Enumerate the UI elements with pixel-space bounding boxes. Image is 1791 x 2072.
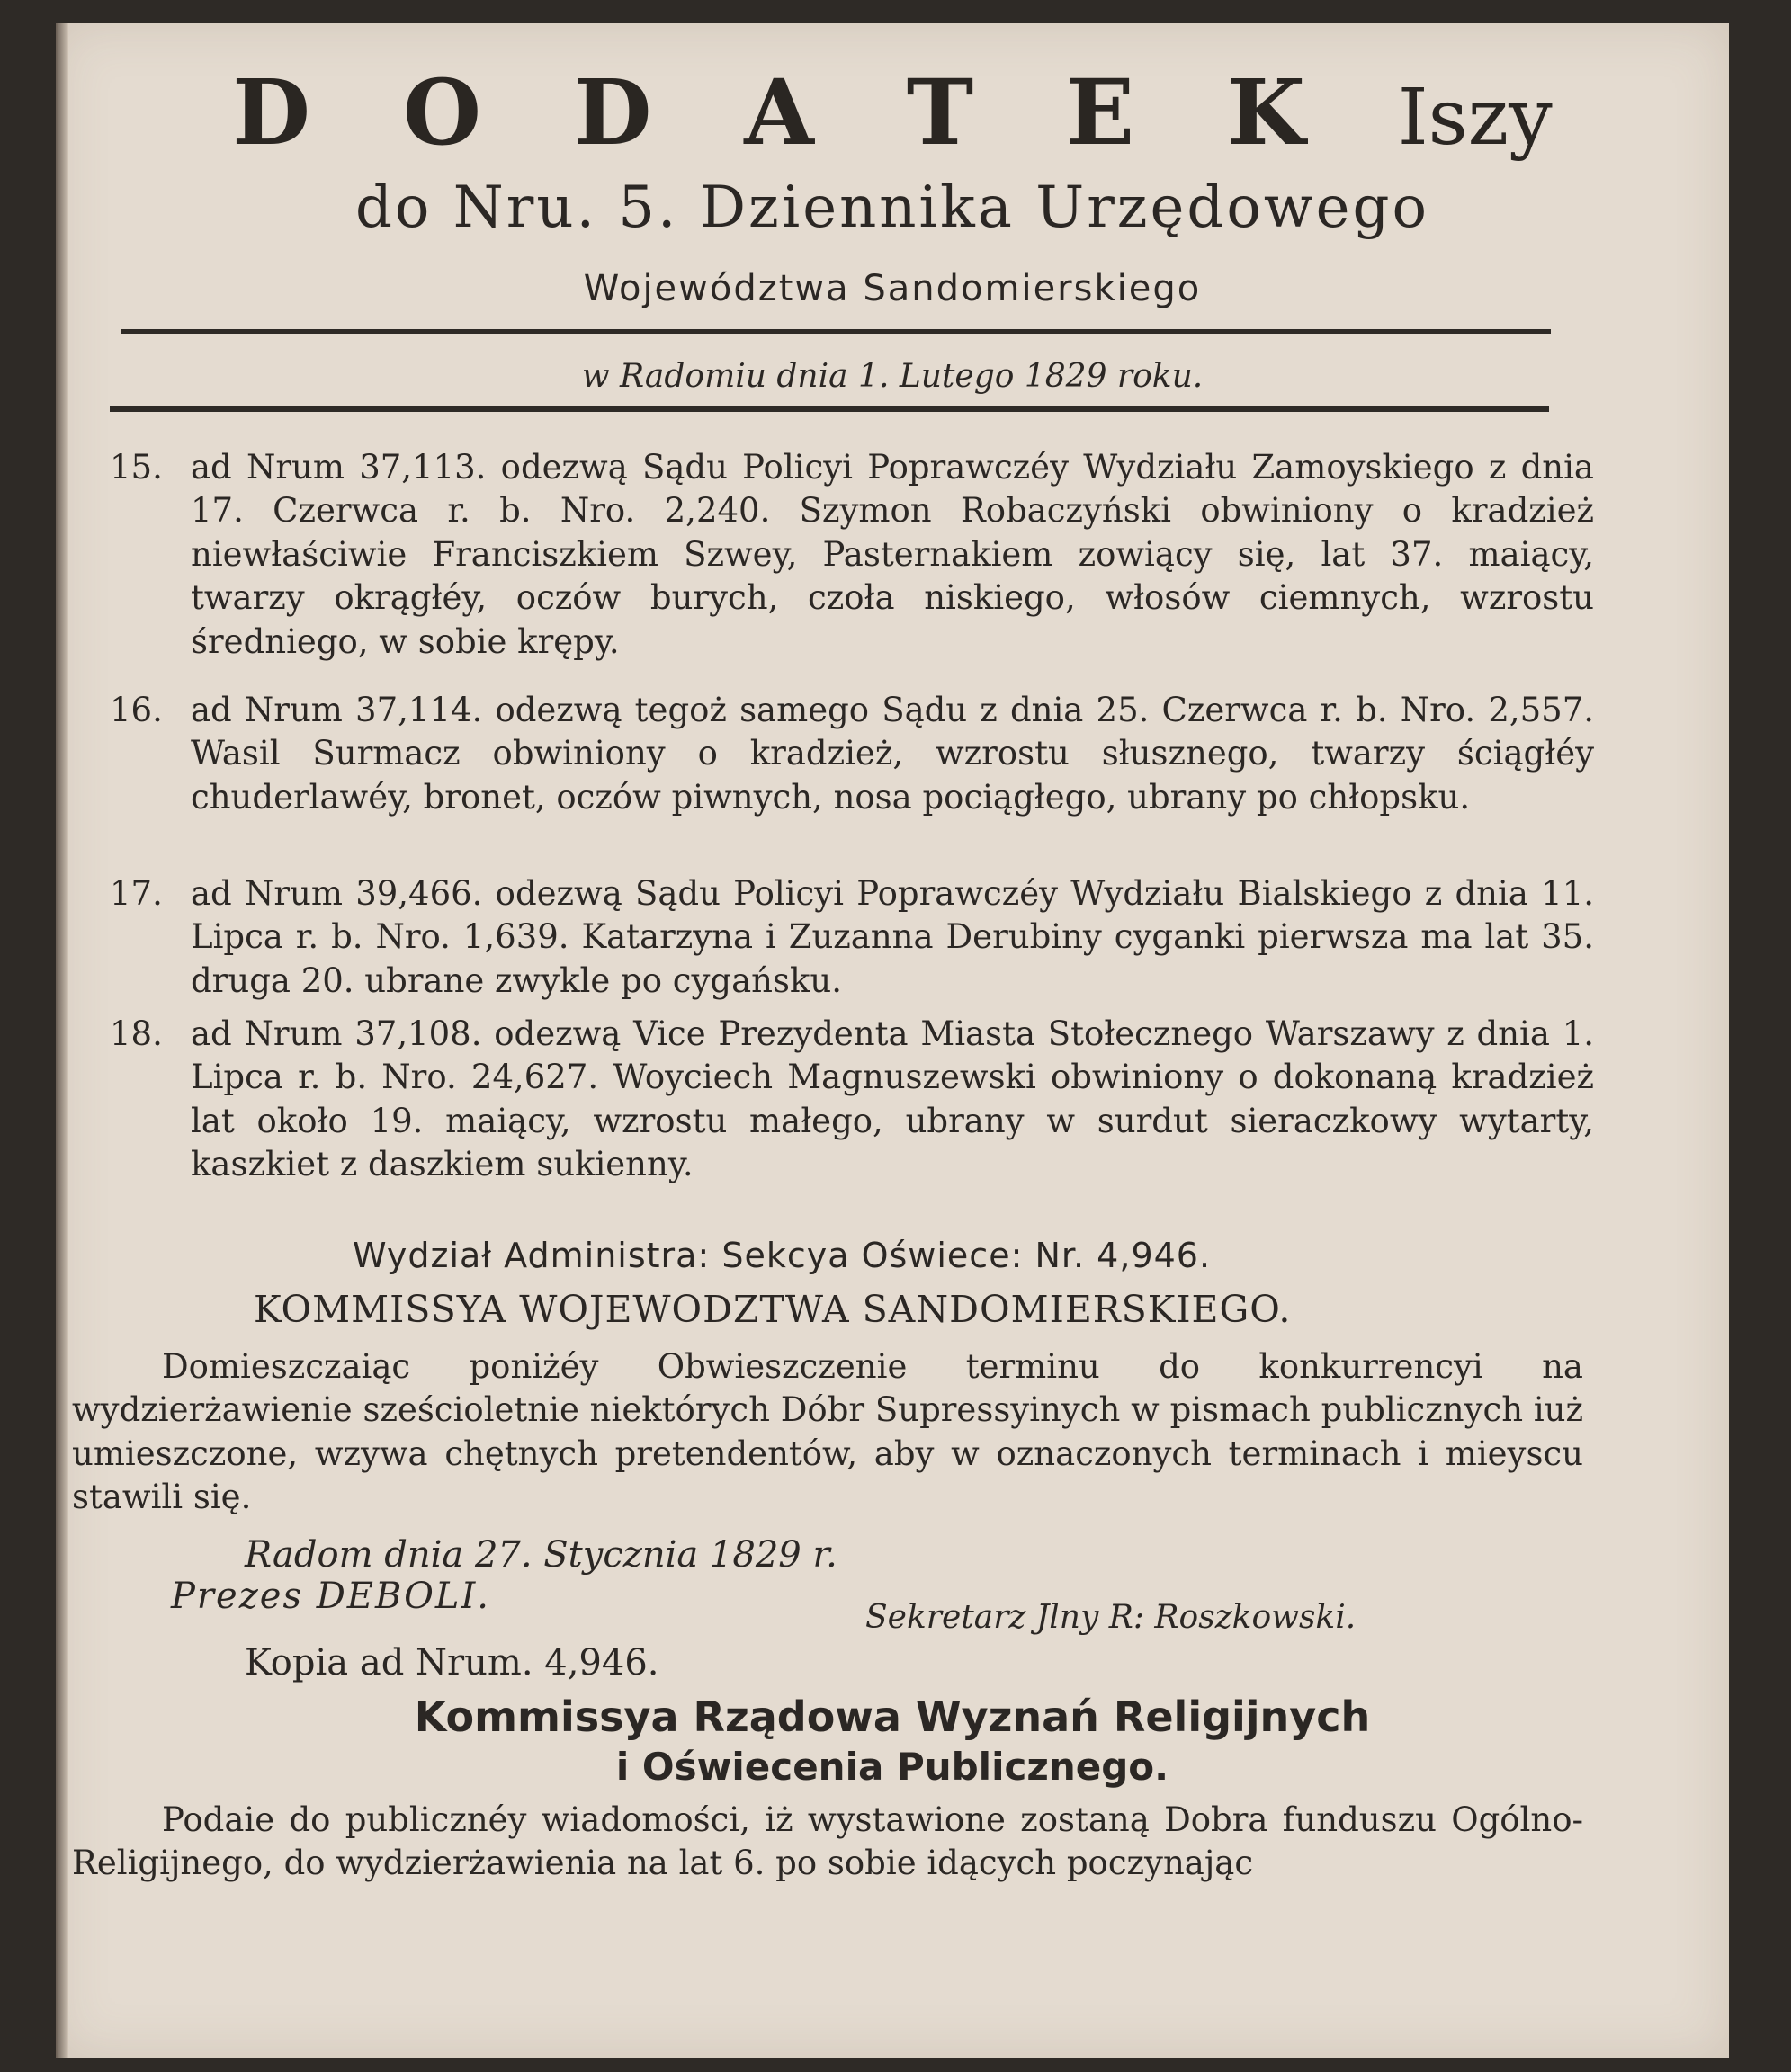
religious-commission-line2: i Oświecenia Publicznego.: [615, 1745, 1169, 1789]
bottom-rule: [110, 406, 1549, 412]
place-date: Radom dnia 27. Stycznia 1829 r.: [245, 1534, 837, 1576]
document-page: [56, 23, 1729, 2058]
dateline: w Radomiu dnia 1. Lutego 1829 roku.: [581, 358, 1204, 395]
copy-reference: Kopia ad Nrum. 4,946.: [245, 1642, 659, 1684]
entry-number: 15.: [110, 448, 163, 487]
entry-number: 17.: [110, 874, 163, 913]
journal-subtitle: do Nru. 5. Dziennika Urzędowego: [354, 174, 1430, 241]
entry-16: [110, 689, 1594, 819]
entry-text: ad Nrum 37,108. odezwą Vice Prezydenta Miasta Stołecznego Warszawy z dnia 1. Lipca r. b. Nro. 24,627. Woyciech Magnuszewski obwiniony o dokonaną kradzież lat około 19. maiący, wzrostu małego, ubrany w surdut sieraczkowy wytarty, kaszkiet z daszkiem sukienny.: [191, 1014, 1594, 1184]
entry-text: ad Nrum 39,466. odezwą Sądu Policyi Poprawczéy Wydziału Bialskiego z dnia 11. Lipca r. b. Nro. 1,639. Katarzyna i Zuzanna Derubiny cyganki pierwsza ma lat 35. druga 20. ubrane zwykle po cygańsku.: [191, 874, 1594, 1000]
top-rule: [121, 329, 1551, 334]
entry-15: [110, 446, 1594, 664]
religious-commission-line1: Kommissya Rządowa Wyznań Religijnych: [414, 1692, 1371, 1741]
notice-body: Domieszczaiąc poniżéy Obwieszczenie terminu do konkurrencyi na wydzierżawienie sześcioletnie niektórych Dóbr Supressyinych w pismach publicznych iuż umieszczone, wzywa chętnych pretendentów, aby w oznaczonych terminach i mieyscu stawili się.: [72, 1347, 1583, 1517]
entry-number: 16.: [110, 691, 163, 729]
secretary-signature: Sekretarz Jlny R: Roszkowski.: [865, 1599, 1357, 1636]
entry-18: [110, 1013, 1594, 1187]
entry-text: ad Nrum 37,113. odezwą Sądu Policyi Poprawczéy Wydziału Zamoyskiego z dnia 17. Czerwca r. b. Nro. 2,240. Szymon Robaczyński obwiniony o kradzież niewłaściwie Franciszkiem Szwey, Pasternakiem zowiący się, lat 37. maiący, twarzy okrągłéy, oczów burych, czoła niskiego, włosów ciemnych, wzrostu średniego, w sobie krępy.: [191, 448, 1594, 661]
title-suffix: Iszy: [1397, 73, 1553, 163]
entry-17: [110, 872, 1594, 1003]
title-text: D O D A T E K: [232, 59, 1336, 165]
copy-body: Podaie do publicznéy wiadomości, iż wystawione zostaną Dobra funduszu Ogólno-Religijnego, do wydzierżawienia na lat 6. po sobie idących poczynając: [72, 1800, 1583, 1883]
commission-heading: KOMMISSYA WOJEWODZTWA SANDOMIERSKIEGO.: [254, 1288, 1292, 1331]
president-signature: Prezes DEBOLI.: [171, 1576, 490, 1617]
supplement-title: [56, 59, 1729, 165]
entry-text: ad Nrum 37,114. odezwą tegoż samego Sądu z dnia 25. Czerwca r. b. Nro. 2,557. Wasil Surmacz obwiniony o kradzież, wzrostu słusznego, twarzy ściągłéy chuderlawéy, bronet, oczów piwnych, nosa pociągłego, ubrany po chłopsku.: [191, 691, 1594, 817]
entry-number: 18.: [110, 1014, 163, 1053]
department-line: Wydział Administra: Sekcya Oświece: Nr. 4,946.: [353, 1236, 1212, 1275]
region-name: Województwa Sandomierskiego: [583, 268, 1202, 309]
